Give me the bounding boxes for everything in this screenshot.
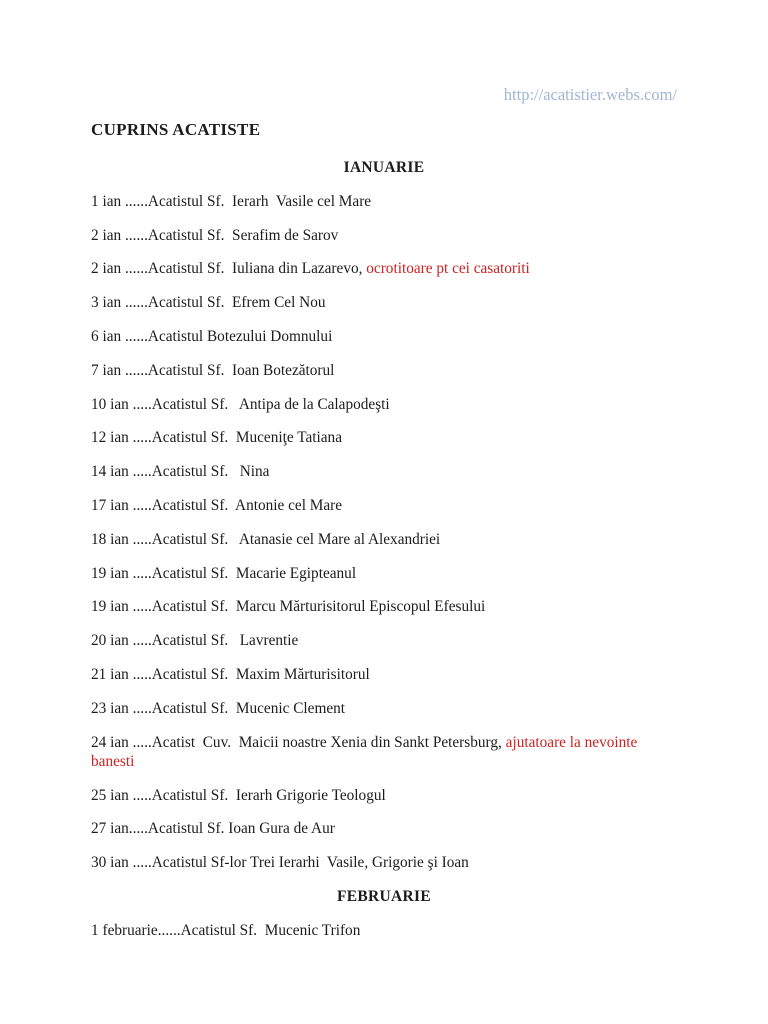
toc-entry — [91, 699, 677, 718]
toc-entry — [91, 733, 677, 772]
toc-entry — [91, 786, 677, 805]
entry-text: 2 ian ......Acatistul Sf. Serafim de Sarov — [91, 226, 339, 244]
entry-text: 10 ian .....Acatistul Sf. Antipa de la Calapodeşti — [91, 395, 390, 413]
toc-entry — [91, 564, 677, 583]
entry-text: 7 ian ......Acatistul Sf. Ioan Botezătorul — [91, 361, 335, 379]
toc-entry — [91, 462, 677, 481]
toc-entry — [91, 327, 677, 346]
toc-entry — [91, 496, 677, 515]
toc-entry — [91, 597, 677, 616]
toc-entry — [91, 361, 677, 380]
entry-note-red: ocrotitoare pt cei casatoriti — [366, 260, 530, 278]
toc-entry — [91, 226, 677, 245]
entry-text: 30 ian .....Acatistul Sf-lor Trei Ierarhi Vasile, Grigorie şi Ioan — [91, 854, 469, 872]
entry-text: 1 februarie......Acatistul Sf. Mucenic Trifon — [91, 921, 361, 939]
toc-entry — [91, 921, 677, 940]
entry-text: 6 ian ......Acatistul Botezului Domnului — [91, 327, 333, 345]
toc-entry — [91, 192, 677, 211]
document-body — [91, 158, 677, 955]
month-heading: IANUARIE — [343, 159, 425, 176]
toc-entry — [91, 293, 677, 312]
toc-entry — [91, 819, 677, 838]
toc-entry — [91, 853, 677, 872]
entry-text: 21 ian .....Acatistul Sf. Maxim Mărturisitorul — [91, 665, 370, 683]
toc-entry — [91, 665, 677, 684]
entry-text: 1 ian ......Acatistul Sf. Ierarh Vasile cel Mare — [91, 192, 372, 210]
source-url-link[interactable]: http://acatistier.webs.com/ — [503, 85, 677, 104]
entry-text: 14 ian .....Acatistul Sf. Nina — [91, 463, 270, 481]
month-heading: FEBRUARIE — [337, 888, 431, 906]
entry-text: 20 ian .....Acatistul Sf. Lavrentie — [91, 632, 299, 650]
toc-entry — [91, 530, 677, 549]
entry-text: 19 ian .....Acatistul Sf. Macarie Egipteanul — [91, 564, 357, 582]
page-title: CUPRINS ACATISTE — [91, 120, 261, 139]
toc-entry — [91, 631, 677, 650]
toc-entry — [91, 395, 677, 414]
entry-text: 3 ian ......Acatistul Sf. Efrem Cel Nou — [91, 294, 326, 312]
toc-entry — [91, 428, 677, 447]
entry-text: 12 ian .....Acatistul Sf. Muceniţe Tatiana — [91, 429, 342, 447]
entry-text: 27 ian.....Acatistul Sf. Ioan Gura de Aur — [91, 820, 335, 838]
entry-text: 24 ian .....Acatist Cuv. Maicii noastre Xenia din Sankt Petersburg, — [91, 733, 506, 751]
entry-text: 19 ian .....Acatistul Sf. Marcu Mărturisitorul Episcopul Efesului — [91, 598, 486, 616]
entry-text: 2 ian ......Acatistul Sf. Iuliana din Lazarevo, — [91, 260, 367, 278]
entry-text: 25 ian .....Acatistul Sf. Ierarh Grigorie Teologul — [91, 786, 386, 804]
toc-entry — [91, 259, 677, 278]
entry-text: 17 ian .....Acatistul Sf. Antonie cel Mare — [91, 496, 343, 514]
entry-note-red: ajutatoare la nevointe banesti — [91, 733, 642, 770]
entry-text: 23 ian .....Acatistul Sf. Mucenic Clement — [91, 699, 346, 717]
entry-text: 18 ian .....Acatistul Sf. Atanasie cel Mare al Alexandriei — [91, 530, 441, 548]
